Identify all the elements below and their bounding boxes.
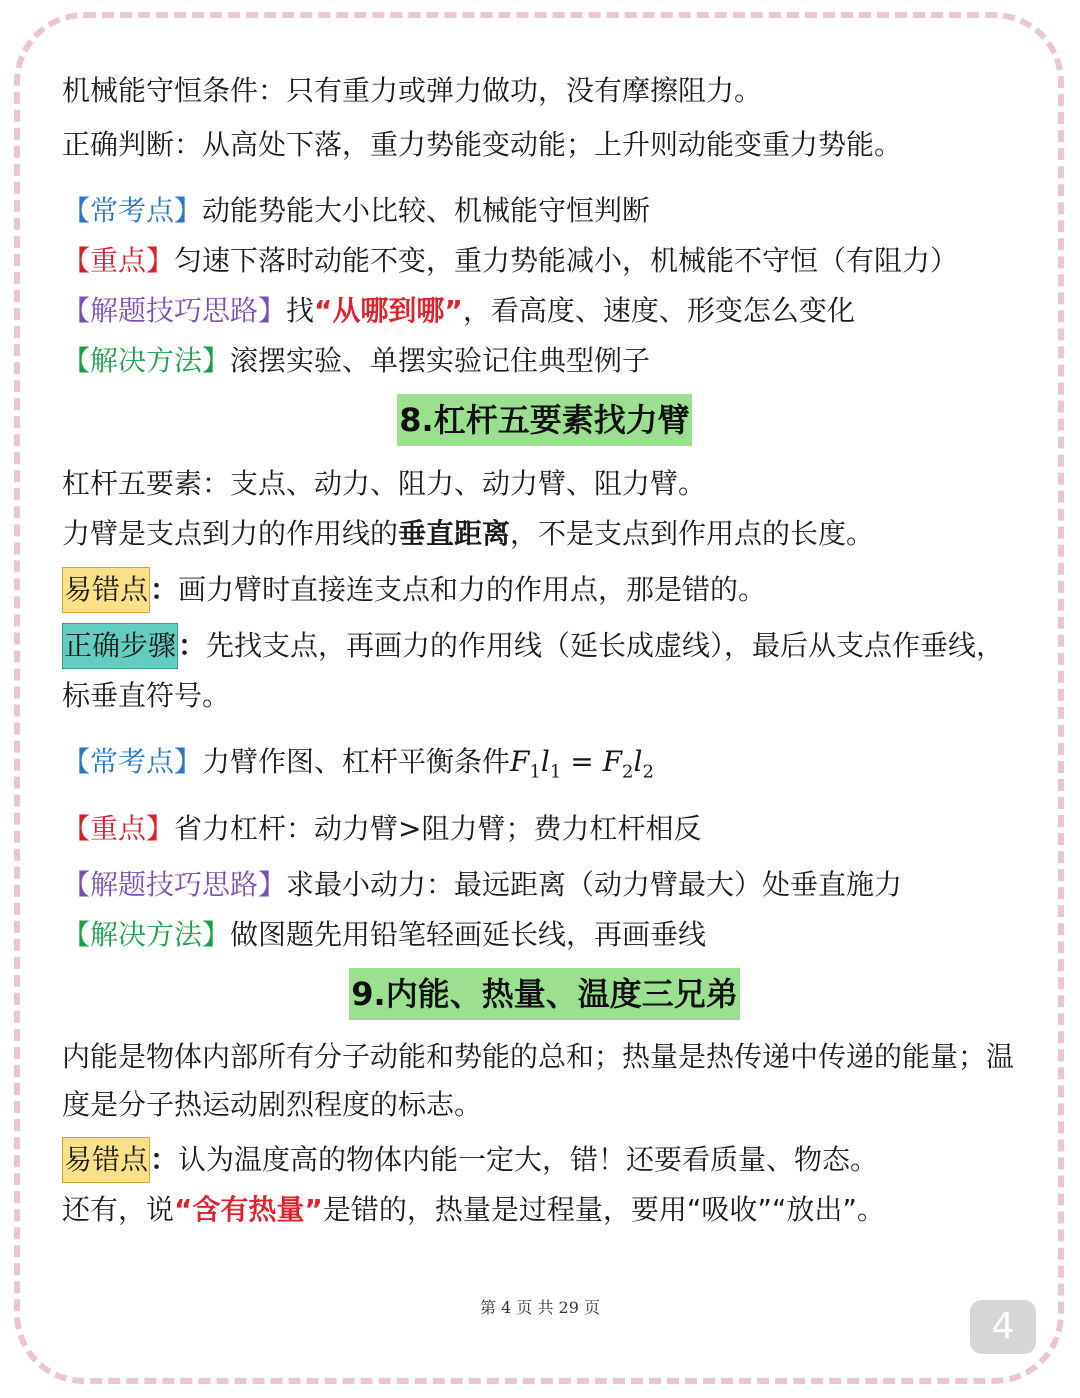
correct-steps-label: 正确步骤 — [62, 623, 178, 669]
also-line — [62, 1185, 1027, 1235]
s8-error-line — [62, 565, 1027, 615]
key-point-tag: 【常考点】 — [62, 745, 203, 778]
skill-tag: 【解题技巧思路】 — [62, 294, 287, 327]
judge-line — [62, 120, 1027, 170]
focus-tag: 【重点】 — [62, 811, 175, 845]
page-content — [62, 66, 1027, 1235]
key-point-text: 动能势能大小比较、机械能守恒判断 — [202, 194, 651, 227]
page-number-badge: 4 — [970, 1300, 1036, 1354]
s7-focus-line — [62, 236, 1027, 286]
section8-heading-wrap — [62, 394, 1027, 447]
s8-key-point-line — [62, 737, 1027, 798]
condition-text: 只有重力或弹力做功，没有摩擦阻力。 — [286, 74, 763, 107]
page-footer: 第 4 页 共 29 页 — [480, 1298, 600, 1317]
arm-pre: 力臂是支点到力的作用线的 — [62, 517, 399, 550]
section8-heading: 8.杠杆五要素找力臂 — [397, 394, 691, 446]
internal-energy-definition — [62, 1033, 1027, 1129]
definition-text: 内能是物体内部所有分子动能和势能的总和；热量是热传递中传递的能量；温度是分子热运动剧烈程度的标志。 — [62, 1039, 1015, 1121]
also-red: “含有热量” — [174, 1192, 323, 1226]
error-colon: ： — [150, 1142, 179, 1176]
s7-skill-line — [62, 286, 1027, 336]
arm-bold: 垂直距离 — [398, 517, 511, 550]
error-text: 认为温度高的物体内能一定大，错！还要看质量、物态。 — [178, 1142, 879, 1176]
s7-method-line — [62, 336, 1027, 386]
skill-tag: 【解题技巧思路】 — [62, 867, 287, 901]
five-elements-text: 支点、动力、阻力、动力臂、阻力臂。 — [230, 467, 707, 500]
focus-tag: 【重点】 — [62, 244, 175, 277]
s8-skill-line — [62, 860, 1027, 910]
section9-heading: 9.内能、热量、温度三兄弟 — [349, 968, 739, 1020]
method-text: 做图题先用铅笔轻画延长线，再画垂线 — [230, 917, 707, 951]
also-post: 是错的，热量是过程量，要用“吸收”“放出”。 — [322, 1192, 885, 1226]
s9-error-line — [62, 1135, 1027, 1185]
arm-definition-line — [62, 509, 1027, 559]
focus-text: 匀速下落时动能不变，重力势能减小，机械能不守恒（有阻力） — [174, 244, 959, 277]
s7-key-point-line — [62, 186, 1027, 236]
section9-heading-wrap — [62, 968, 1027, 1021]
skill-text: 求最小动力：最远距离（动力臂最大）处垂直施力 — [286, 867, 903, 901]
s8-method-line — [62, 910, 1027, 960]
condition-label: 机械能守恒条件： — [62, 74, 287, 107]
steps-text: 先找支点，再画力的作用线（延长成虚线），最后从支点作垂线，标垂直符号。 — [62, 629, 1005, 712]
correct-steps-paragraph — [62, 621, 1027, 721]
skill-red: “从哪到哪” — [314, 294, 463, 327]
focus-text: 省力杠杆：动力臂>阻力臂；费力杠杆相反 — [174, 811, 702, 845]
condition-line — [62, 66, 1027, 116]
error-text: 画力臂时直接连支点和力的作用点，那是错的。 — [178, 573, 767, 606]
also-pre: 还有，说 — [62, 1192, 175, 1226]
lever-balance-formula: $F_1l_1 = F_2l_2$ — [510, 745, 654, 783]
steps-colon: ： — [178, 629, 207, 662]
method-tag: 【解决方法】 — [62, 344, 231, 377]
five-elements-label: 杠杆五要素： — [62, 467, 231, 500]
error-point-label: 易错点 — [62, 567, 150, 613]
error-colon: ： — [150, 573, 179, 606]
method-tag: 【解决方法】 — [62, 917, 231, 951]
judge-text: 从高处下落，重力势能变动能；上升则动能变重力势能。 — [202, 128, 903, 161]
five-elements-line — [62, 459, 1027, 509]
key-point-tag: 【常考点】 — [62, 194, 203, 227]
error-point-label: 易错点 — [62, 1137, 150, 1183]
s8-focus-line — [62, 804, 1027, 854]
method-text: 滚摆实验、单摆实验记住典型例子 — [230, 344, 651, 377]
arm-post: ，不是支点到作用点的长度。 — [510, 517, 875, 550]
judge-label: 正确判断： — [62, 128, 203, 161]
skill-pre: 找 — [286, 294, 315, 327]
skill-post: ，看高度、速度、形变怎么变化 — [462, 294, 855, 327]
key-point-text: 力臂作图、杠杆平衡条件 — [202, 745, 511, 778]
